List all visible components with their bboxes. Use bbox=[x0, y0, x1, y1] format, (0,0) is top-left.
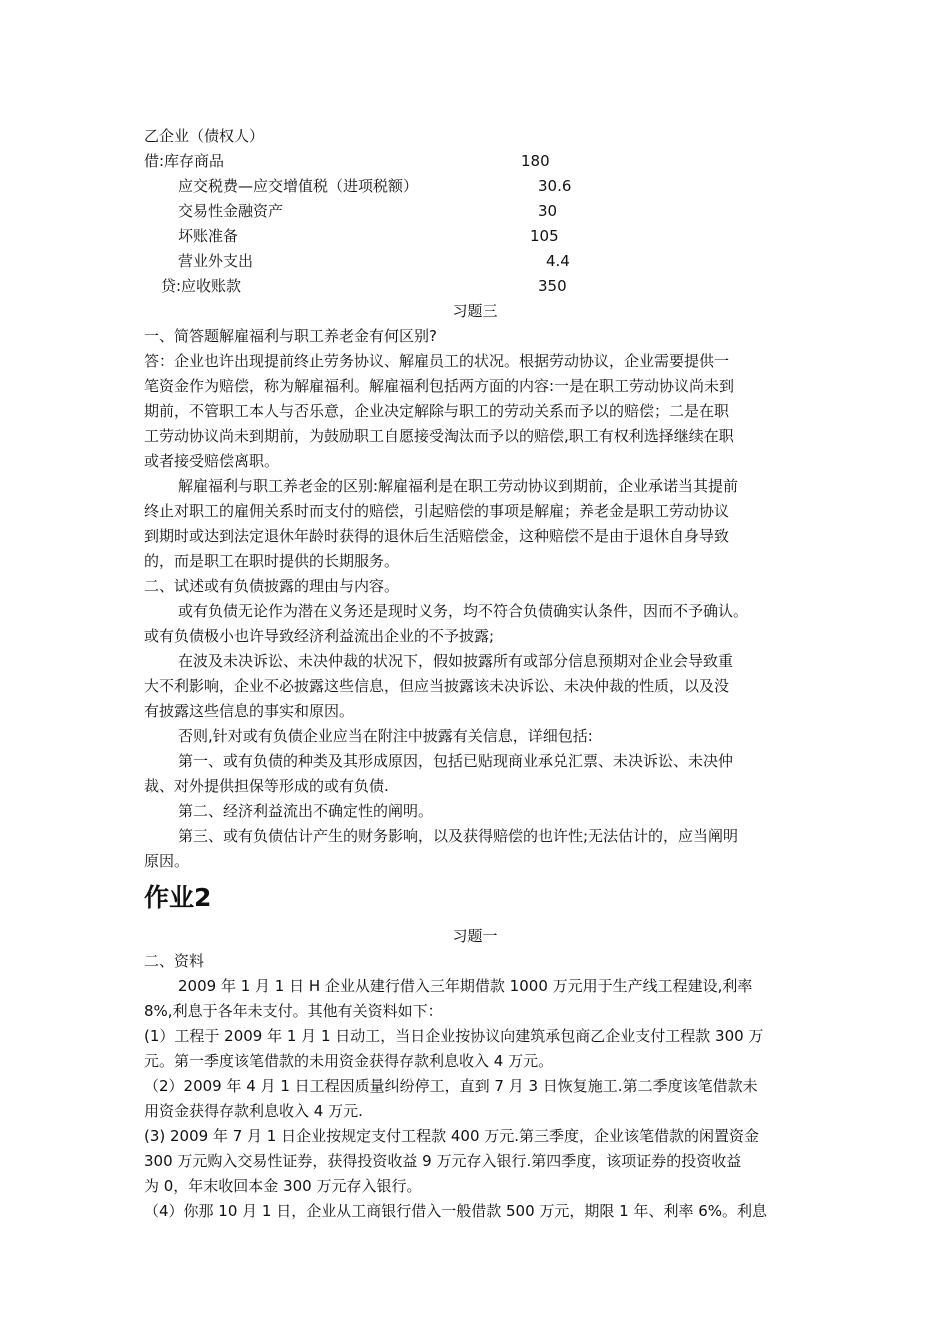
paragraph-line: 裁、对外提供担保等形成的或有负债. bbox=[144, 777, 389, 795]
paragraph-line: 二、资料 bbox=[144, 952, 205, 970]
entry-row-label: 借:库存商品 bbox=[144, 152, 225, 170]
paragraph-line: 一、简答题解雇福利与职工养老金有何区别? bbox=[144, 327, 437, 345]
entry-row-label: 贷:应收账款 bbox=[161, 277, 242, 295]
paragraph-line: 元。第一季度该笔借款的未用资金获得存款利息收入 4 万元。 bbox=[144, 1052, 554, 1070]
entry-row-label: 营业外支出 bbox=[178, 252, 254, 270]
assignment-title: 作业2 bbox=[144, 883, 212, 912]
entry-row-amount: 30.6 bbox=[538, 177, 572, 195]
paragraph-line: 第一、或有负债的种类及其形成原因，包括已贴现商业承兑汇票、未决诉讼、未决仲 bbox=[178, 752, 734, 770]
paragraph-line: 或者接受赔偿离职。 bbox=[144, 452, 280, 470]
entry-heading: 乙企业（债权人） bbox=[144, 127, 265, 145]
entry-row-amount: 105 bbox=[530, 227, 559, 245]
entry-row-amount: 30 bbox=[538, 202, 558, 220]
paragraph-line: 期前，不管职工本人与否乐意，企业决定解除与职工的劳动关系而予以的赔偿；二是在职 bbox=[144, 402, 730, 420]
paragraph-line: 笔资金作为赔偿，称为解雇福利。解雇福利包括两方面的内容:一是在职工劳动协议尚未到 bbox=[144, 377, 735, 395]
paragraph-line: 8%,利息于各年未支付。其他有关资料如下： bbox=[144, 1002, 443, 1020]
paragraph-line: 为 0，年末收回本金 300 万元存入银行。 bbox=[144, 1177, 422, 1195]
entry-row-amount: 180 bbox=[521, 152, 550, 170]
paragraph-line: 或有负债无论作为潜在义务还是现时义务，均不符合负债确实认条件，因而不予确认。 bbox=[178, 602, 749, 620]
entry-row-label: 应交税费—应交增值税（进项税额） bbox=[178, 177, 419, 195]
paragraph-line: 解雇福利与职工养老金的区别:解雇福利是在职工劳动协议到期前，企业承诺当其提前 bbox=[178, 477, 739, 495]
paragraph-line: 用资金获得存款利息收入 4 万元. bbox=[144, 1102, 363, 1120]
paragraph-line: 二、试述或有负债披露的理由与内容。 bbox=[144, 577, 400, 595]
entry-row-amount: 350 bbox=[538, 277, 567, 295]
paragraph-line: （4）你那 10 月 1 日，企业从工商银行借入一般借款 500 万元，期限 1 年、利率 6%。利息 bbox=[144, 1202, 768, 1220]
paragraph-line: 原因。 bbox=[144, 852, 190, 870]
entry-row-label: 交易性金融资产 bbox=[178, 202, 284, 220]
paragraph-line: 大不利影响，企业不必披露这些信息，但应当披露该未决诉讼、未决仲裁的性质，以及没 bbox=[144, 677, 730, 695]
paragraph-line: 第三、或有负债估计产生的财务影响，以及获得赔偿的也许性;无法估计的，应当阐明 bbox=[178, 827, 739, 845]
paragraph-line: (1）工程于 2009 年 1 月 1 日动工，当日企业按协议向建筑承包商乙企业支付工程款 300 万 bbox=[144, 1027, 764, 1045]
entry-row-label: 坏账准备 bbox=[178, 227, 239, 245]
paragraph-line: 答：企业也许出现提前终止劳务协议、解雇员工的状况。根据劳动协议，企业需要提供一 bbox=[144, 352, 730, 370]
paragraph-line: 2009 年 1 月 1 日 H 企业从建行借入三年期借款 1000 万元用于生产线工程建设,利率 bbox=[178, 977, 753, 995]
paragraph-line: 否则,针对或有负债企业应当在附注中披露有关信息，详细包括: bbox=[178, 727, 593, 745]
paragraph-line: 有披露这些信息的事实和原因。 bbox=[144, 702, 355, 720]
paragraph-line: 300 万元购入交易性证券，获得投资收益 9 万元存入银行.第四季度，该项证券的投资收益 bbox=[144, 1152, 742, 1170]
paragraph-line: 工劳动协议尚未到期前，为鼓励职工自愿接受淘汰而予以的赔偿,职工有权利选择继续在职 bbox=[144, 427, 734, 445]
paragraph-line: (3) 2009 年 7 月 1 日企业按规定支付工程款 400 万元.第三季度，企业该笔借款的闲置资金 bbox=[144, 1127, 760, 1145]
paragraph-line: 第二、经济利益流出不确定性的阐明。 bbox=[178, 802, 434, 820]
section-title: 习题三 bbox=[452, 302, 498, 320]
paragraph-line: 到期时或达到法定退休年龄时获得的退休后生活赔偿金，这种赔偿不是由于退休自身导致 bbox=[144, 527, 730, 545]
section-title: 习题一 bbox=[452, 927, 498, 945]
paragraph-line: 终止对职工的雇佣关系时而支付的赔偿，引起赔偿的事项是解雇；养老金是职工劳动协议 bbox=[144, 502, 730, 520]
entry-row-amount: 4.4 bbox=[546, 252, 570, 270]
paragraph-line: （2）2009 年 4 月 1 日工程因质量纠纷停工，直到 7 月 3 日恢复施工.第二季度该笔借款未 bbox=[144, 1077, 758, 1095]
paragraph-line: 的，而是职工在职时提供的长期服务。 bbox=[144, 552, 400, 570]
paragraph-line: 在波及未决诉讼、未决仲裁的状况下，假如披露所有或部分信息预期对企业会导致重 bbox=[178, 652, 734, 670]
paragraph-line: 或有负债极小也许导致经济利益流出企业的不予披露; bbox=[144, 627, 495, 645]
